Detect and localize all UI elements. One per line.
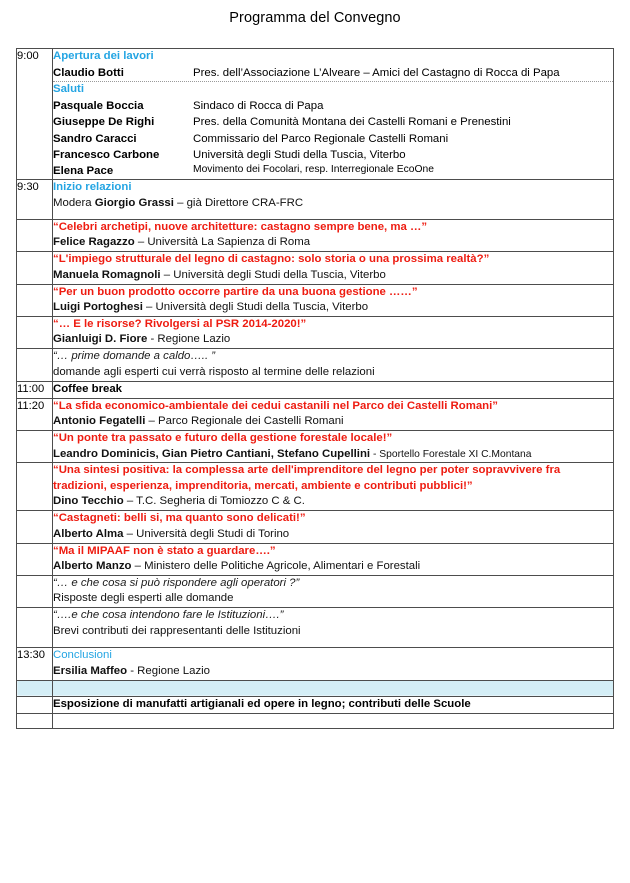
row-content — [53, 398, 614, 430]
talk-title: “… E le risorse? Rivolgersi al PSR 2014-2020!” — [53, 318, 307, 331]
person-role: Università degli Studi della Tuscia, Viterbo — [193, 148, 406, 161]
section-heading: Conclusioni — [53, 648, 112, 661]
row-time — [17, 543, 53, 575]
discussion-title: “….e che cosa intendono fare le Istituzioni….” — [53, 609, 284, 622]
moderator-affiliation: – già Direttore CRA-FRC — [173, 197, 304, 210]
speaker-affiliation: – Università degli Studi di Torino — [123, 527, 290, 540]
person-role: Pres. della Comunità Montana dei Castelli Romani e Prenestini — [193, 116, 511, 129]
row-time — [17, 713, 53, 728]
speaker-name: Gianluigi D. Fiore — [53, 333, 148, 346]
moderator-name: Giorgio Grassi — [94, 197, 174, 210]
row-content — [53, 608, 614, 647]
talk-title: “Castagneti: belli si, ma quanto sono delicati!” — [53, 512, 306, 525]
row-content — [53, 680, 614, 696]
row-spacer — [53, 640, 613, 647]
person-entry — [53, 163, 613, 179]
table-row — [17, 317, 614, 349]
row-content — [53, 49, 614, 82]
highlight-band-row — [17, 680, 614, 696]
person-name: Pasquale Boccia — [53, 100, 144, 113]
talk-speaker — [53, 447, 613, 463]
row-content — [53, 252, 614, 284]
row-content — [53, 349, 614, 381]
speaker-affiliation: - Regione Lazio — [147, 333, 231, 346]
row-time: 11:20 — [17, 398, 53, 430]
person-entry — [53, 98, 613, 114]
talk-title: “Ma il MIPAAF non è stato a guardare….” — [53, 544, 276, 557]
person-name: Claudio Botti — [53, 66, 124, 79]
speaker-affiliation: – Università degli Studi della Tuscia, Viterbo — [142, 301, 369, 314]
speaker-name: Alberto Manzo — [53, 559, 132, 572]
row-time — [17, 463, 53, 511]
talk-speaker — [53, 414, 613, 430]
talk-title: “L'impiego strutturale del legno di castagno: solo storia o una prossima realtà?” — [53, 253, 490, 266]
person-role: - Regione Lazio — [127, 664, 211, 677]
program-table — [16, 48, 614, 729]
speaker-name: Leandro Dominicis, Gian Pietro Cantiani, Stefano Cupellini — [53, 447, 371, 460]
table-row — [17, 180, 614, 220]
row-content — [53, 575, 614, 607]
talk-speaker — [53, 527, 613, 543]
row-time — [17, 608, 53, 647]
page-title: Programma del Convegno — [229, 10, 401, 26]
talk-title: “Per un buon prodotto occorre partire da una buona gestione ……” — [53, 285, 418, 298]
speaker-affiliation: – Ministero delle Politiche Agricole, Alimentari e Forestali — [131, 559, 421, 572]
section-heading: Inizio relazioni — [53, 181, 132, 194]
table-row — [17, 696, 614, 713]
person-role: Pres. dell’Associazione L’Alveare – Amici del Castagno di Rocca di Papa — [193, 66, 560, 79]
speaker-name: Manuela Romagnoli — [53, 268, 161, 281]
talk-speaker — [53, 559, 613, 575]
speaker-name: Dino Tecchio — [53, 495, 124, 508]
table-row — [17, 463, 614, 511]
table-row — [17, 49, 614, 82]
speaker-name: Luigi Portoghesi — [53, 301, 143, 314]
talk-title: “Un ponte tra passato e futuro della gestione forestale locale!” — [53, 432, 393, 445]
row-content — [53, 82, 614, 180]
person-role: Sindaco di Rocca di Papa — [193, 100, 324, 113]
talk-speaker — [53, 494, 613, 510]
section-heading: Saluti — [53, 83, 85, 96]
speaker-affiliation: – Parco Regionale dei Castelli Romani — [145, 415, 344, 428]
table-row — [17, 284, 614, 316]
discussion-detail: Risposte degli esperti alle domande — [53, 592, 234, 605]
speaker-name: Alberto Alma — [53, 527, 124, 540]
speaker-affiliation: - Sportello Forestale XI C.Montana — [370, 448, 532, 460]
row-content — [53, 647, 614, 680]
row-content — [53, 511, 614, 543]
row-time — [17, 511, 53, 543]
person-entry — [53, 65, 613, 81]
row-time — [17, 220, 53, 252]
table-row — [17, 647, 614, 680]
talk-speaker — [53, 332, 613, 348]
row-time — [17, 696, 53, 713]
speaker-affiliation: – Università degli Studi della Tuscia, Viterbo — [160, 268, 386, 281]
row-spacer — [53, 212, 613, 219]
break-label: Coffee break — [53, 382, 123, 395]
row-content — [53, 543, 614, 575]
table-row — [17, 220, 614, 252]
row-time — [17, 252, 53, 284]
program-table-wrapper — [16, 48, 613, 729]
person-entry — [53, 114, 613, 130]
person-entry — [53, 664, 613, 680]
speaker-affiliation: – Università La Sapienza di Roma — [134, 236, 311, 249]
row-time — [17, 349, 53, 381]
exposition-label: Esposizione di manufatti artigianali ed opere in legno; contributi delle Scuole — [53, 697, 471, 710]
talk-title: “Celebri archetipi, nuove architetture: castagno sempre bene, ma …” — [53, 221, 428, 233]
talk-speaker — [53, 300, 613, 316]
person-role: Movimento dei Focolari, resp. Interregionale EcoOne — [193, 163, 434, 175]
table-row — [17, 713, 614, 728]
table-row — [17, 252, 614, 284]
table-row — [17, 349, 614, 381]
row-time: 9:30 — [17, 180, 53, 220]
moderator-prefix: Modera — [53, 197, 95, 210]
discussion-title: “… e che cosa si può rispondere agli operatori ?” — [53, 576, 300, 589]
moderator-line — [53, 196, 613, 212]
program-table-body — [17, 49, 614, 729]
person-name: Giuseppe De Righi — [53, 116, 155, 129]
row-content — [53, 463, 614, 511]
discussion-detail: Brevi contributi dei rappresentanti delle Istituzioni — [53, 624, 301, 637]
row-time — [17, 284, 53, 316]
talk-speaker — [53, 268, 613, 284]
row-content — [53, 713, 614, 728]
table-row — [17, 381, 614, 398]
table-row — [17, 608, 614, 647]
talk-speaker — [53, 235, 613, 251]
talk-title: “La sfida economico-ambientale dei cedui castanili nel Parco dei Castelli Romani” — [53, 399, 498, 412]
row-content — [53, 284, 614, 316]
row-time — [17, 317, 53, 349]
person-entry — [53, 131, 613, 147]
row-time — [17, 575, 53, 607]
table-row — [17, 398, 614, 430]
row-time — [17, 680, 53, 696]
table-row — [17, 511, 614, 543]
discussion-title: “… prime domande a caldo….. ” — [53, 350, 216, 363]
row-content — [53, 381, 614, 398]
table-row — [17, 575, 614, 607]
row-time: 11:00 — [17, 381, 53, 398]
discussion-detail: domande agli esperti cui verrà risposto al termine delle relazioni — [53, 365, 375, 378]
row-content — [53, 317, 614, 349]
person-name: Ersilia Maffeo — [53, 664, 128, 677]
row-content — [53, 220, 614, 252]
person-name: Elena Pace — [53, 164, 114, 177]
row-time — [17, 431, 53, 463]
row-time: 13:30 — [17, 647, 53, 680]
table-row — [17, 431, 614, 463]
row-content — [53, 431, 614, 463]
speaker-name: Felice Ragazzo — [53, 236, 135, 249]
table-row — [17, 543, 614, 575]
person-entry — [53, 147, 613, 163]
row-time: 9:00 — [17, 49, 53, 180]
person-name: Francesco Carbone — [53, 148, 160, 161]
person-role: Commissario del Parco Regionale Castelli Romani — [193, 132, 449, 145]
section-heading: Apertura dei lavori — [53, 50, 154, 62]
person-name: Sandro Caracci — [53, 132, 137, 145]
row-content — [53, 180, 614, 220]
speaker-affiliation: – T.C. Segheria di Tomiozzo C & C. — [123, 495, 305, 508]
row-content — [53, 696, 614, 713]
speaker-name: Antonio Fegatelli — [53, 415, 146, 428]
table-row — [17, 82, 614, 180]
talk-title: “Una sintesi positiva: la complessa arte dell'imprenditore del legno per poter sopravvivere fra tradizioni, esperienza, imprenditoria, mercati, ambiente e contributi pubblici!” — [53, 464, 561, 492]
